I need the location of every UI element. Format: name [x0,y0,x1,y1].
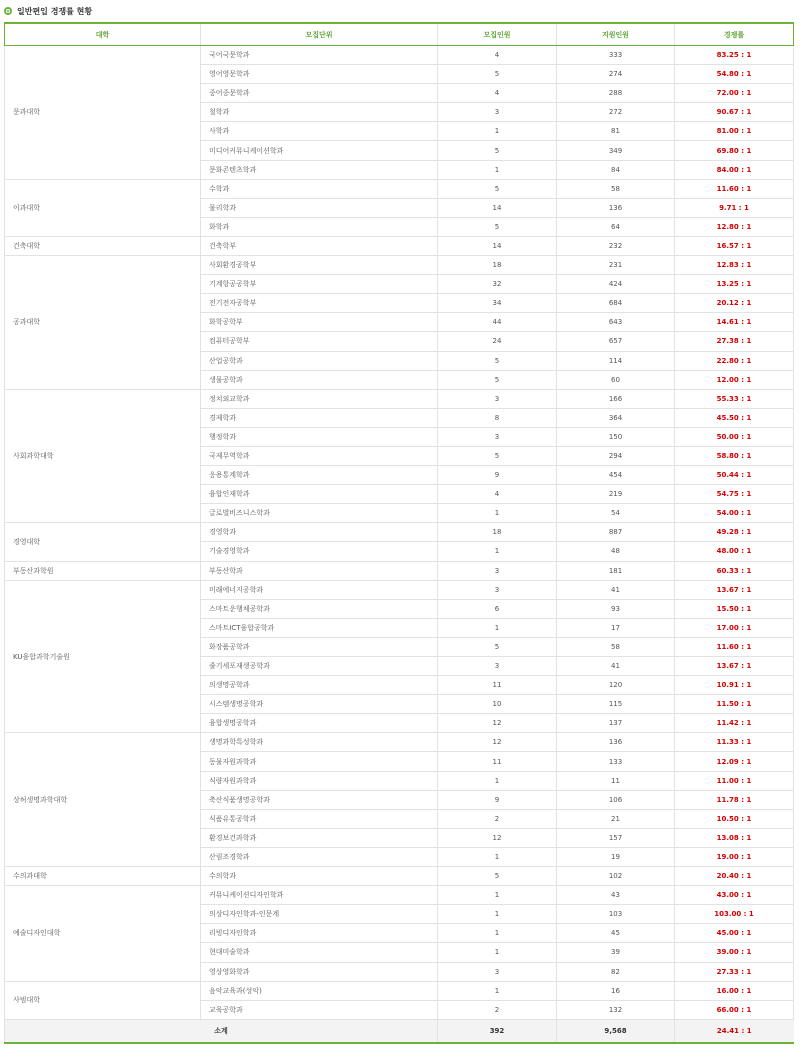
rate-cell: 19.00 : 1 [675,847,794,866]
quota-cell: 3 [438,389,557,408]
college-cell: 사회과학대학 [5,389,201,523]
quota-cell: 14 [438,198,557,217]
dept-cell: 스마트ICT융합공학과 [201,618,438,637]
quota-cell: 3 [438,580,557,599]
applicants-cell: 60 [557,370,675,389]
applicants-cell: 58 [557,637,675,656]
college-cell: 문과대학 [5,46,201,180]
dept-cell: 리빙디자인학과 [201,924,438,943]
applicants-cell: 45 [557,924,675,943]
quota-cell: 1 [438,981,557,1000]
rate-cell: 11.60 : 1 [675,637,794,656]
rate-cell: 55.33 : 1 [675,389,794,408]
quota-cell: 1 [438,847,557,866]
rate-cell: 48.00 : 1 [675,542,794,561]
quota-cell: 1 [438,771,557,790]
quota-cell: 32 [438,275,557,294]
dept-cell: 컴퓨터공학부 [201,332,438,351]
applicants-cell: 64 [557,217,675,236]
rate-cell: 83.25 : 1 [675,46,794,65]
dept-cell: 미디어커뮤니케이션학과 [201,141,438,160]
applicants-cell: 643 [557,313,675,332]
quota-cell: 1 [438,886,557,905]
rate-cell: 58.80 : 1 [675,446,794,465]
dept-cell: 스마트운행체공학과 [201,599,438,618]
rate-cell: 54.00 : 1 [675,504,794,523]
quota-cell: 4 [438,46,557,65]
dept-cell: 생명과학특성학과 [201,733,438,752]
rate-cell: 12.09 : 1 [675,752,794,771]
quota-cell: 3 [438,962,557,981]
table-body [5,46,794,1020]
dept-cell: 응용통계학과 [201,466,438,485]
applicants-cell: 157 [557,828,675,847]
quota-cell: 1 [438,943,557,962]
column-header-college: 대학 [5,23,201,46]
applicants-cell: 219 [557,485,675,504]
rate-cell: 72.00 : 1 [675,84,794,103]
rate-cell: 45.50 : 1 [675,408,794,427]
rate-cell: 22.80 : 1 [675,351,794,370]
rate-cell: 45.00 : 1 [675,924,794,943]
quota-cell: 18 [438,256,557,275]
dept-cell: 교육공학과 [201,1000,438,1019]
applicants-cell: 150 [557,427,675,446]
quota-cell: 2 [438,809,557,828]
column-header-applicants: 지원인원 [557,23,675,46]
applicants-cell: 48 [557,542,675,561]
quota-cell: 1 [438,122,557,141]
quota-cell: 1 [438,905,557,924]
table-row [5,236,794,255]
quota-cell: 2 [438,1000,557,1019]
applicants-cell: 166 [557,389,675,408]
dept-cell: 산림조경학과 [201,847,438,866]
column-header-dept: 모집단위 [201,23,438,46]
dept-cell: 커뮤니케이션디자인학과 [201,886,438,905]
quota-cell: 5 [438,351,557,370]
applicants-cell: 11 [557,771,675,790]
rate-cell: 66.00 : 1 [675,1000,794,1019]
applicants-cell: 16 [557,981,675,1000]
college-cell: 이과대학 [5,179,201,236]
dept-cell: 행정학과 [201,427,438,446]
applicants-cell: 349 [557,141,675,160]
applicants-cell: 17 [557,618,675,637]
dept-cell: 수의학과 [201,867,438,886]
dept-cell: 줄기세포재생공학과 [201,657,438,676]
rate-cell: 16.00 : 1 [675,981,794,1000]
rate-cell: 17.00 : 1 [675,618,794,637]
dept-cell: 영상영화학과 [201,962,438,981]
rate-cell: 11.60 : 1 [675,179,794,198]
rate-cell: 20.40 : 1 [675,867,794,886]
total-quota: 392 [438,1019,557,1043]
quota-cell: 1 [438,504,557,523]
rate-cell: 12.83 : 1 [675,256,794,275]
table-row [5,733,794,752]
quota-cell: 44 [438,313,557,332]
applicants-cell: 133 [557,752,675,771]
applicants-cell: 120 [557,676,675,695]
dept-cell: 건축학부 [201,236,438,255]
dept-cell: 축산식품생명공학과 [201,790,438,809]
applicants-cell: 274 [557,65,675,84]
college-cell: 수의과대학 [5,867,201,886]
applicants-cell: 41 [557,580,675,599]
dept-cell: 영어영문학과 [201,65,438,84]
quota-cell: 5 [438,65,557,84]
table-row [5,561,794,580]
college-cell: 공과대학 [5,256,201,390]
quota-cell: 12 [438,733,557,752]
dept-cell: 사학과 [201,122,438,141]
dept-cell: 전기전자공학부 [201,294,438,313]
dept-cell: 동물자원과학과 [201,752,438,771]
college-cell: KU융합과학기술원 [5,580,201,733]
dept-cell: 식량자원과학과 [201,771,438,790]
total-rate: 24.41 : 1 [675,1019,794,1043]
table-row [5,580,794,599]
total-row [5,1019,794,1043]
quota-cell: 5 [438,446,557,465]
dept-cell: 화장품공학과 [201,637,438,656]
applicants-cell: 82 [557,962,675,981]
rate-cell: 14.61 : 1 [675,313,794,332]
rate-cell: 13.25 : 1 [675,275,794,294]
college-cell: 예술디자인대학 [5,886,201,981]
table-row [5,46,794,65]
applicants-cell: 364 [557,408,675,427]
table-header-row [5,23,794,46]
quota-cell: 8 [438,408,557,427]
dept-cell: 국제무역학과 [201,446,438,465]
dept-cell: 물리학과 [201,198,438,217]
rate-cell: 11.50 : 1 [675,695,794,714]
applicants-cell: 272 [557,103,675,122]
rate-cell: 15.50 : 1 [675,599,794,618]
quota-cell: 5 [438,867,557,886]
column-header-rate: 경쟁률 [675,23,794,46]
college-cell: 사범대학 [5,981,201,1019]
quota-cell: 4 [438,485,557,504]
rate-cell: 69.80 : 1 [675,141,794,160]
applicants-cell: 136 [557,198,675,217]
applicants-cell: 231 [557,256,675,275]
dept-cell: 산업공학과 [201,351,438,370]
total-applicants: 9,568 [557,1019,675,1043]
quota-cell: 14 [438,236,557,255]
quota-cell: 1 [438,618,557,637]
applicants-cell: 454 [557,466,675,485]
column-header-quota: 모집인원 [438,23,557,46]
applicants-cell: 103 [557,905,675,924]
rate-cell: 11.42 : 1 [675,714,794,733]
quota-cell: 5 [438,370,557,389]
dept-cell: 미래에너지공학과 [201,580,438,599]
rate-cell: 54.80 : 1 [675,65,794,84]
table-row [5,523,794,542]
applicants-cell: 132 [557,1000,675,1019]
applicants-cell: 333 [557,46,675,65]
applicants-cell: 19 [557,847,675,866]
applicants-cell: 887 [557,523,675,542]
applicants-cell: 93 [557,599,675,618]
applicants-cell: 232 [557,236,675,255]
rate-cell: 13.67 : 1 [675,580,794,599]
quota-cell: 11 [438,676,557,695]
applicants-cell: 288 [557,84,675,103]
dept-cell: 시스템생명공학과 [201,695,438,714]
quota-cell: 1 [438,924,557,943]
table-row [5,389,794,408]
quota-cell: 9 [438,466,557,485]
rate-cell: 27.33 : 1 [675,962,794,981]
rate-cell: 43.00 : 1 [675,886,794,905]
applicants-cell: 137 [557,714,675,733]
dept-cell: 기술경영학과 [201,542,438,561]
dept-cell: 현대미술학과 [201,943,438,962]
quota-cell: 24 [438,332,557,351]
college-cell: 부동산과학원 [5,561,201,580]
rate-cell: 12.80 : 1 [675,217,794,236]
rate-cell: 60.33 : 1 [675,561,794,580]
rate-cell: 81.00 : 1 [675,122,794,141]
quota-cell: 5 [438,141,557,160]
rate-cell: 39.00 : 1 [675,943,794,962]
college-cell: 경영대학 [5,523,201,561]
college-cell: 건축대학 [5,236,201,255]
dept-cell: 의상디자인학과-인문계 [201,905,438,924]
quota-cell: 3 [438,103,557,122]
applicants-cell: 39 [557,943,675,962]
dept-cell: 융합생명공학과 [201,714,438,733]
quota-cell: 1 [438,542,557,561]
rate-cell: 13.08 : 1 [675,828,794,847]
dept-cell: 화학과 [201,217,438,236]
dept-cell: 환경보건과학과 [201,828,438,847]
applicants-cell: 102 [557,867,675,886]
table-row [5,256,794,275]
dept-cell: 글로벌비즈니스학과 [201,504,438,523]
total-label: 소계 [5,1019,438,1043]
quota-cell: 18 [438,523,557,542]
applicants-cell: 136 [557,733,675,752]
applicants-cell: 81 [557,122,675,141]
dept-cell: 의생명공학과 [201,676,438,695]
rate-cell: 11.78 : 1 [675,790,794,809]
rate-cell: 13.67 : 1 [675,657,794,676]
applicants-cell: 114 [557,351,675,370]
rate-cell: 50.00 : 1 [675,427,794,446]
dept-cell: 수학과 [201,179,438,198]
quota-cell: 5 [438,637,557,656]
dept-cell: 국어국문학과 [201,46,438,65]
applicants-cell: 58 [557,179,675,198]
quota-cell: 5 [438,179,557,198]
quota-cell: 3 [438,427,557,446]
quota-cell: 4 [438,84,557,103]
dept-cell: 경영학과 [201,523,438,542]
applicants-cell: 657 [557,332,675,351]
dept-cell: 음악교육과(성악) [201,981,438,1000]
applicants-cell: 21 [557,809,675,828]
rate-cell: 9.71 : 1 [675,198,794,217]
quota-cell: 34 [438,294,557,313]
rate-cell: 90.67 : 1 [675,103,794,122]
rate-cell: 50.44 : 1 [675,466,794,485]
dept-cell: 식품유통공학과 [201,809,438,828]
college-cell: 상허생명과학대학 [5,733,201,867]
applicants-cell: 294 [557,446,675,465]
applicants-cell: 115 [557,695,675,714]
rate-cell: 84.00 : 1 [675,160,794,179]
rate-cell: 54.75 : 1 [675,485,794,504]
applicants-cell: 41 [557,657,675,676]
dept-cell: 중어중문학과 [201,84,438,103]
dept-cell: 철학과 [201,103,438,122]
rate-cell: 11.33 : 1 [675,733,794,752]
dept-cell: 기계항공공학부 [201,275,438,294]
quota-cell: 10 [438,695,557,714]
quota-cell: 9 [438,790,557,809]
dept-cell: 융합인재학과 [201,485,438,504]
dept-cell: 정치외교학과 [201,389,438,408]
table-row [5,867,794,886]
table-row [5,886,794,905]
rate-cell: 10.50 : 1 [675,809,794,828]
dept-cell: 문화콘텐츠학과 [201,160,438,179]
applicants-cell: 684 [557,294,675,313]
quota-cell: 3 [438,561,557,580]
rate-cell: 49.28 : 1 [675,523,794,542]
applicants-cell: 181 [557,561,675,580]
applicants-cell: 84 [557,160,675,179]
quota-cell: 1 [438,160,557,179]
applicants-cell: 43 [557,886,675,905]
rate-cell: 12.00 : 1 [675,370,794,389]
rate-cell: 27.38 : 1 [675,332,794,351]
quota-cell: 12 [438,828,557,847]
table-row [5,179,794,198]
rate-cell: 20.12 : 1 [675,294,794,313]
circle-bullet-icon [4,7,12,15]
rate-cell: 103.00 : 1 [675,905,794,924]
quota-cell: 12 [438,714,557,733]
rate-cell: 10.91 : 1 [675,676,794,695]
table-row [5,981,794,1000]
dept-cell: 화학공학부 [201,313,438,332]
competition-rate-table [4,22,794,1044]
section-title: 일반편입 경쟁률 현황 [17,6,93,16]
quota-cell: 11 [438,752,557,771]
quota-cell: 5 [438,217,557,236]
dept-cell: 사회환경공학부 [201,256,438,275]
quota-cell: 3 [438,657,557,676]
rate-cell: 11.00 : 1 [675,771,794,790]
quota-cell: 6 [438,599,557,618]
dept-cell: 경제학과 [201,408,438,427]
section-header [4,3,92,19]
applicants-cell: 106 [557,790,675,809]
dept-cell: 생물공학과 [201,370,438,389]
applicants-cell: 54 [557,504,675,523]
rate-cell: 16.57 : 1 [675,236,794,255]
applicants-cell: 424 [557,275,675,294]
dept-cell: 부동산학과 [201,561,438,580]
